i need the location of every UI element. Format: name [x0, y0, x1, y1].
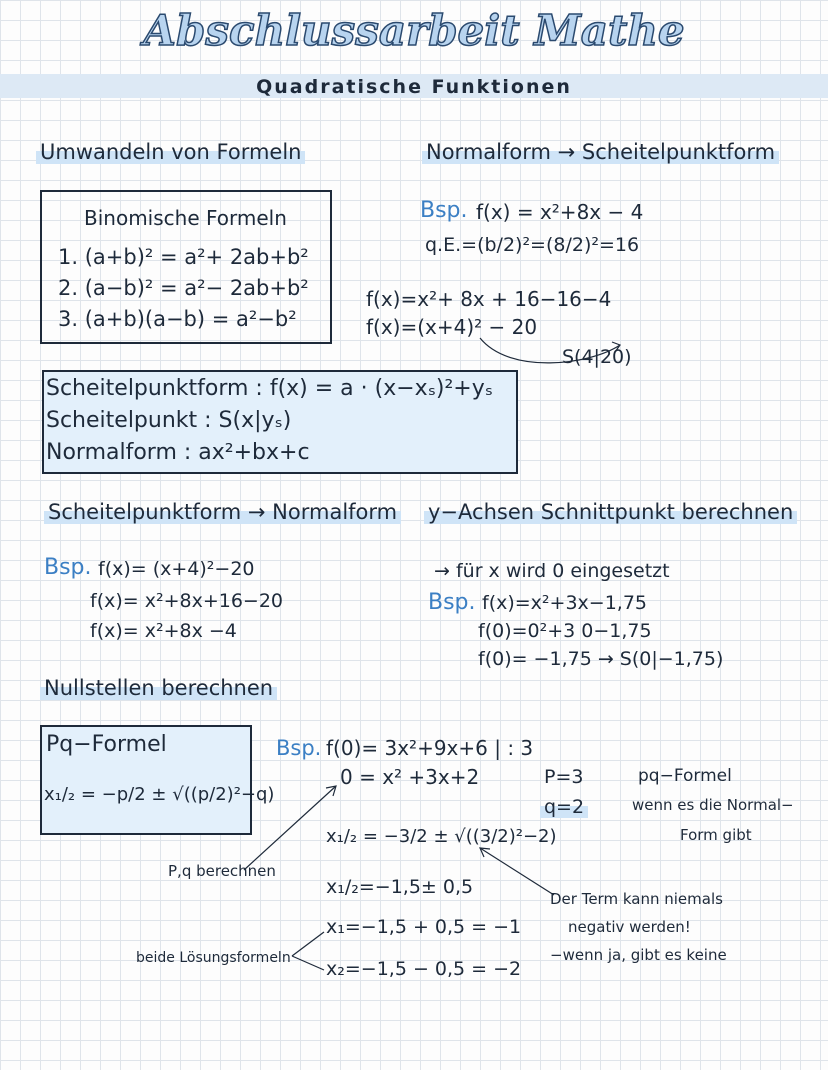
bsp-label-4: Bsp. [276, 736, 322, 760]
pq-note-2: wenn es die Normal− [632, 796, 794, 814]
term-note-1: Der Term kann niemals [550, 890, 723, 908]
term-note-arrow [470, 840, 560, 900]
bsp-label-2: Bsp. [44, 555, 92, 580]
nts-line-1: f(x) = x²+8x − 4 [476, 200, 644, 224]
stn-line-2: f(x)= x²+8x+16−20 [90, 590, 284, 612]
ns-line-5: x₁=−1,5 + 0,5 = −1 [326, 916, 522, 938]
ns-line-2: 0 = x² +3x+2 [340, 765, 480, 789]
page-title: Abschlussarbeit Mathe [143, 6, 685, 55]
nts-line-2: q.E.=(b/2)²=(8/2)²=16 [425, 234, 640, 256]
stn-line-3: f(x)= x²+8x −4 [90, 620, 237, 642]
section-heading-normal-to-scheitel: Normalform → Scheitelpunktform [422, 140, 779, 164]
y-line-1: f(x)=x²+3x−1,75 [482, 592, 648, 614]
y-line-3: f(0)= −1,75 → S(0|−1,75) [478, 648, 724, 670]
binom-formula-1: 1. (a+b)² = a²+ 2ab+b² [58, 245, 309, 269]
section-heading-y-achse: y−Achsen Schnittpunkt berechnen [424, 500, 797, 524]
pq-note-1: pq−Formel [638, 766, 732, 786]
beide-arrow [290, 920, 330, 980]
ns-q-wrap [540, 796, 588, 818]
ns-q: q=2 [540, 796, 588, 818]
binom-formula-2: 2. (a−b)² = a²− 2ab+b² [58, 276, 309, 300]
scheitelpunkt-result: S(4|20) [562, 346, 632, 368]
section-heading-umwandeln: Umwandeln von Formeln [36, 140, 305, 164]
ns-p: P=3 [544, 766, 584, 788]
ns-line-3: x₁/₂ = −3/2 ± √((3/2)²−2) [326, 826, 557, 847]
section-heading-nullstellen: Nullstellen berechnen [40, 676, 277, 700]
bsp-label-1: Bsp. [420, 198, 468, 223]
beide-note: beide Lösungsformeln [136, 950, 291, 966]
term-note-2: negativ werden! [568, 918, 691, 936]
pq-note-3: Form gibt [680, 826, 752, 844]
bsp-label-3: Bsp. [428, 590, 476, 615]
pq-formula: x₁/₂ = −p/2 ± √((p/2)²−q) [44, 784, 275, 805]
pq-title: Pq−Formel [46, 732, 167, 757]
nts-line-3: f(x)=x²+ 8x + 16−16−4 [366, 287, 612, 311]
formula-scheitelpunkt: Scheitelpunkt : S(x|yₛ) [46, 408, 292, 433]
nts-line-4: f(x)=(x+4)² − 20 [366, 315, 538, 339]
term-note-3: −wenn ja, gibt es keine [550, 946, 727, 964]
pq-berechnen-arrow [236, 780, 346, 880]
section-heading-scheitel-to-normal: Scheitelpunktform → Normalform [44, 500, 401, 524]
formula-scheitelpunktform: Scheitelpunktform : f(x) = a · (x−xₛ)²+yₛ [46, 376, 493, 401]
ns-line-4: x₁/₂=−1,5± 0,5 [326, 876, 474, 898]
binom-formula-3: 3. (a+b)(a−b) = a²−b² [58, 307, 297, 331]
ns-line-1: f(0)= 3x²+9x+6 | : 3 [326, 736, 534, 760]
formula-normalform: Normalform : ax²+bx+c [46, 440, 310, 465]
page-subtitle: Quadratische Funktionen [256, 76, 572, 98]
y-line-2: f(0)=0²+3 0−1,75 [478, 620, 652, 642]
binom-title: Binomische Formeln [84, 206, 287, 230]
stn-line-1: f(x)= (x+4)²−20 [98, 558, 255, 580]
ns-line-6: x₂=−1,5 − 0,5 = −2 [326, 958, 522, 980]
y-achse-note: → für x wird 0 eingesetzt [434, 560, 670, 582]
pq-berechnen-note: P,q berechnen [168, 862, 276, 880]
